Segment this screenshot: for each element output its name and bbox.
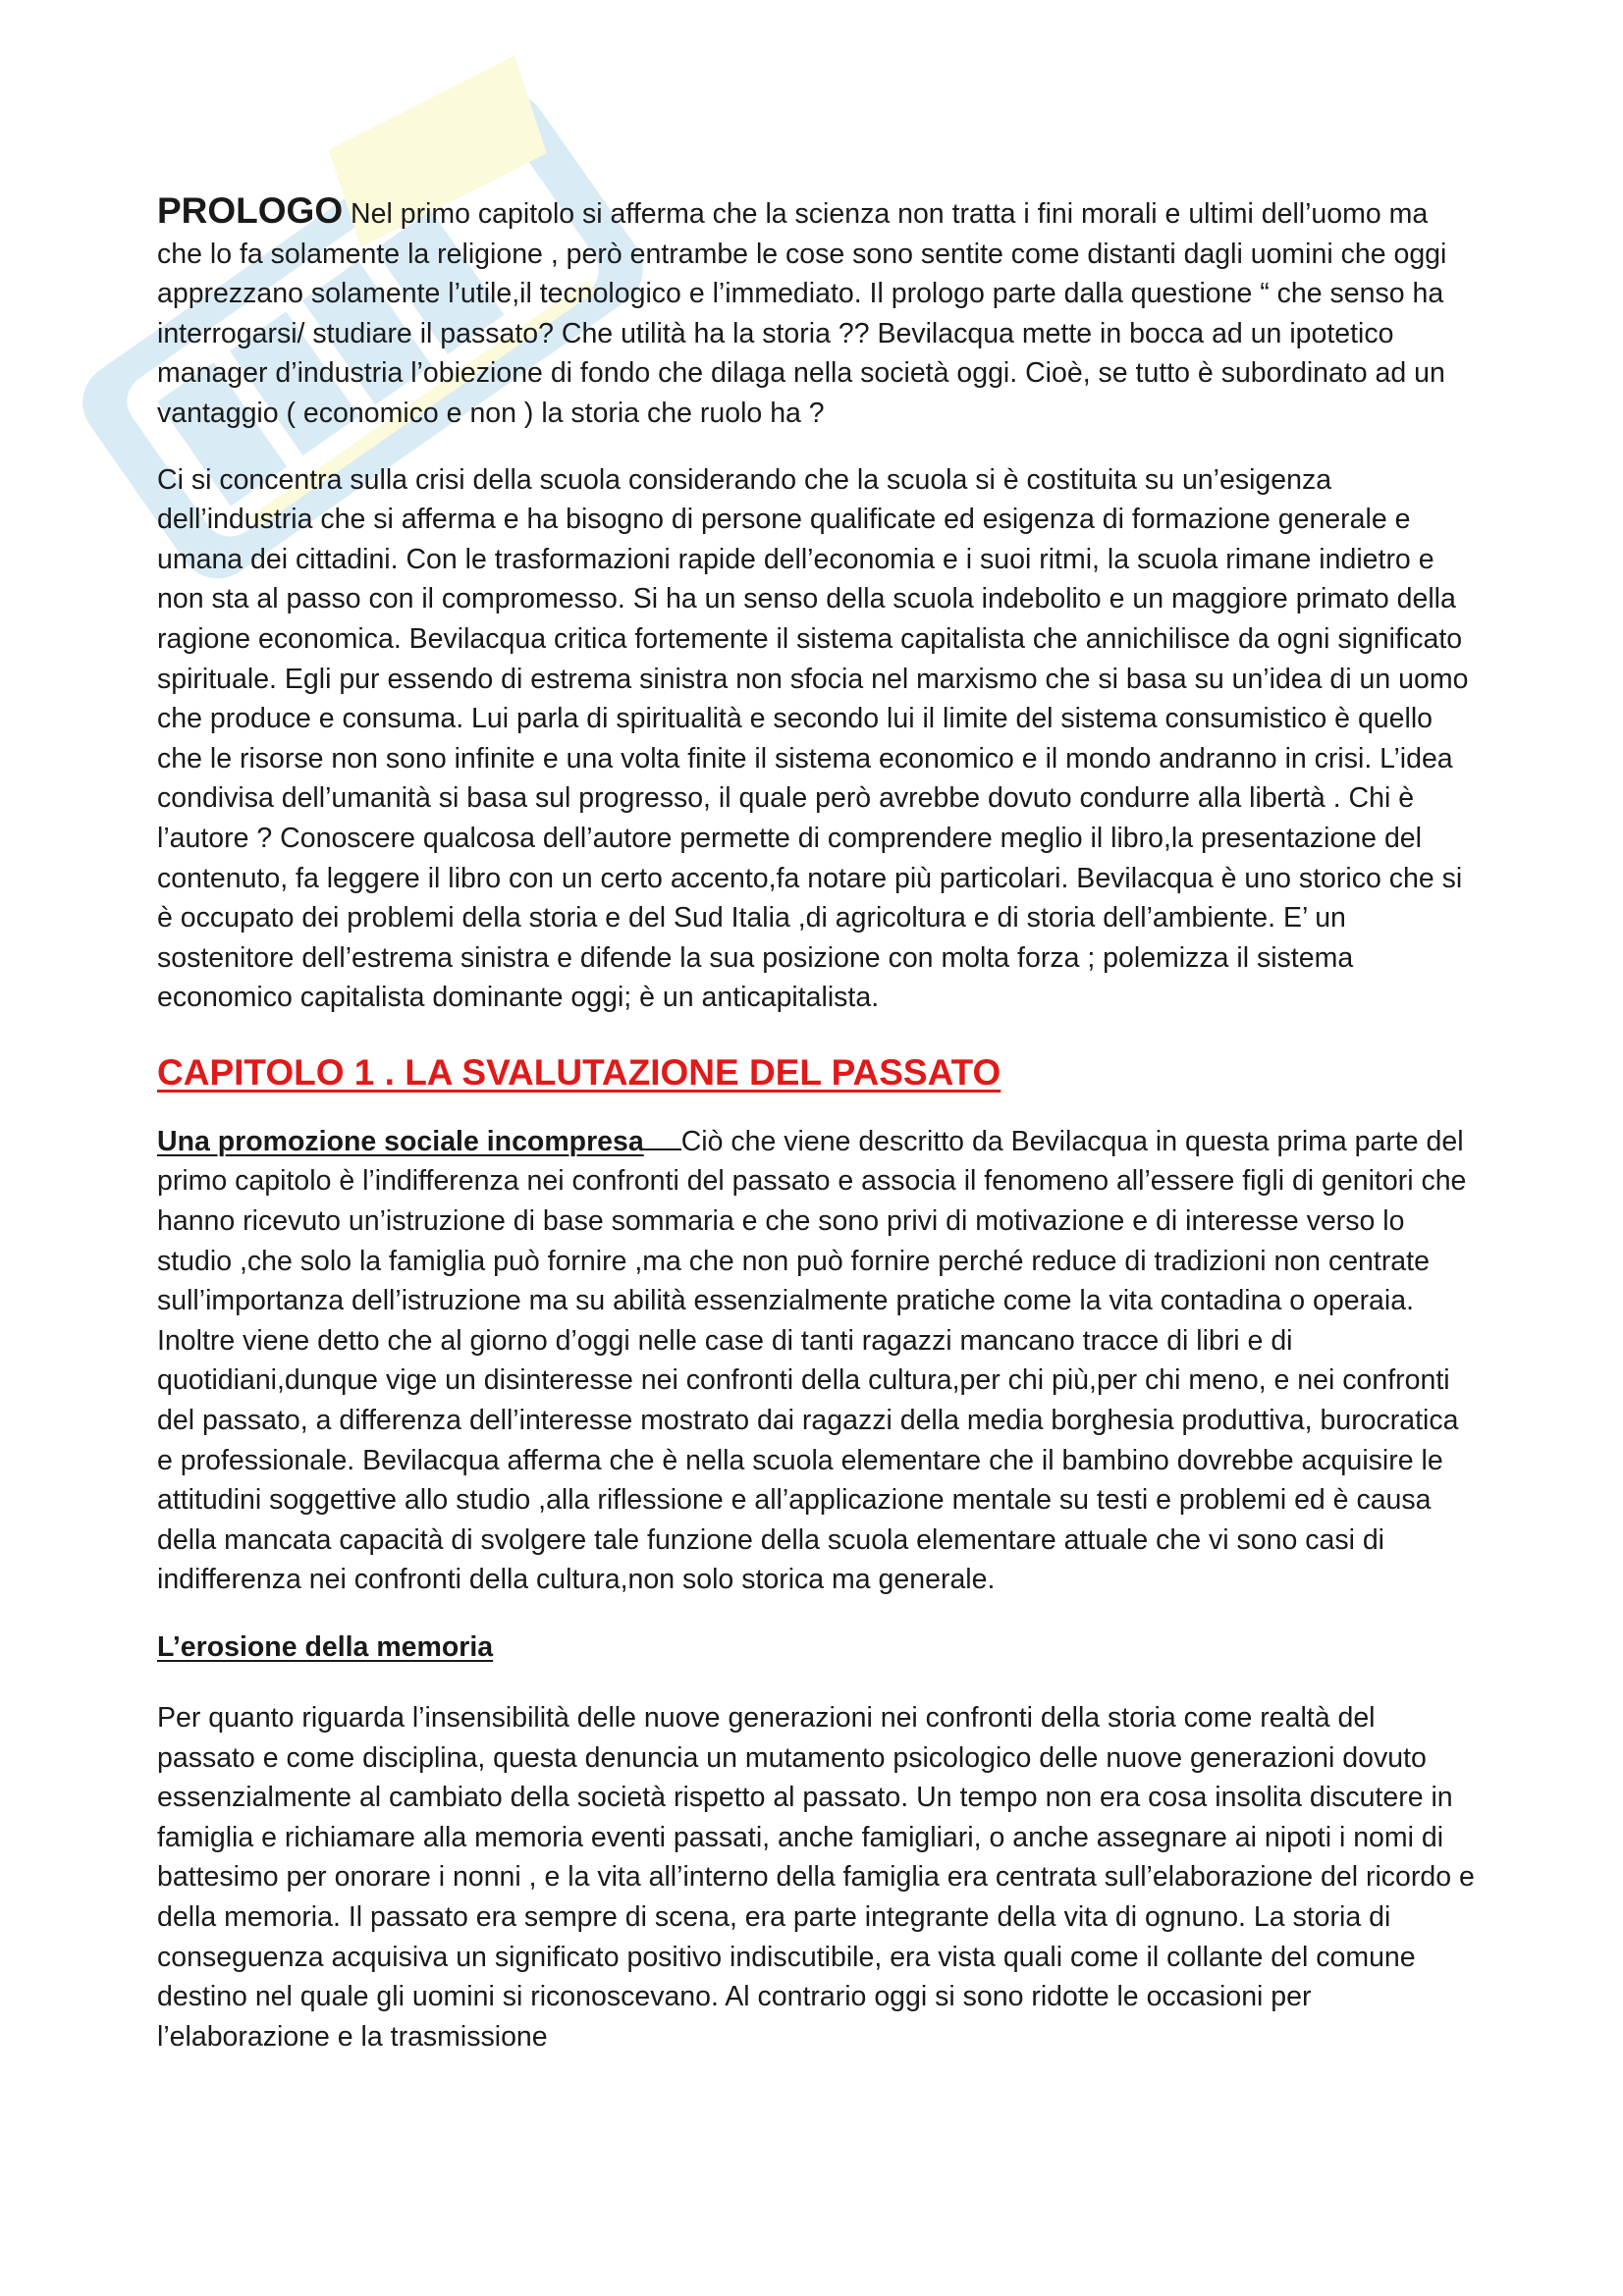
section-heading-erosione: L’erosione della memoria	[157, 1631, 494, 1663]
prologo-title: PROLOGO	[157, 190, 344, 231]
section-heading-promozione: Una promozione sociale incompresa	[157, 1125, 644, 1157]
document-page	[157, 191, 1478, 2056]
prologo-text: Nel primo capitolo si afferma che la scienza non tratta i fini morali e ultimi dell’uomo ma che lo fa solamente la religione , però entrambe le cose sono sentite come distanti dagli uomini che oggi apprezzano solamente l’utile,il tecnologico e l’immediato. Il prologo parte dalla questione “ che senso ha interrogarsi/ studiare il passato? Che utilità ha la storia ?? Bevilacqua mette in bocca ad un ipotetico manager d’industria l’obiezione di fondo che dilaga nella società oggi. Cioè, se tutto è subordinato ad un vantaggio ( economico e non ) la storia che ruolo ha ?	[157, 198, 1447, 429]
section-erosione-paragraph: Per quanto riguarda l’insensibilità delle nuove generazioni nei confronti della storia come realtà del passato e come disciplina, questa denuncia un mutamento psicologico delle nuove generazioni dovuto essenzialmente al cambiato della società rispetto al passato. Un tempo non era cosa insolita discutere in famiglia e richiamare alla memoria eventi passati, anche famigliari, o anche assegnare ai nipoti i nomi di battesimo per onorare i nonni , e la vita all’interno della famiglia era centrata sull’elaborazione del ricordo e della memoria. Il passato era sempre di scena, era parte integrante della vita di ognuno. La storia di conseguenza acquisiva un significato positivo indiscutibile, era vista quali come il collante del comune destino nel quale gli uomini si riconoscevano. Al contrario oggi si sono ridotte le occasioni per l’elaborazione e la trasmissione	[157, 1702, 1475, 2053]
chapter-heading: CAPITOLO 1 . LA SVALUTAZIONE DEL PASSATO	[157, 1051, 1001, 1093]
crisi-paragraph: Ci si concentra sulla crisi della scuola considerando che la scuola si è costituita su un’esigenza dell’industria che si afferma e ha bisogno di persone qualificate ed esigenza di formazione generale e umana dei cittadini. Con le trasformazioni rapide dell’economia e i suoi ritmi, la scuola rimane indietro e non sta al passo con il compromesso. Si ha un senso della scuola indebolito e un maggiore primato della ragione economica. Bevilacqua critica fortemente il sistema capitalista che annichilisce da ogni significato spirituale. Egli pur essendo di estrema sinistra non sfocia nel marxismo che si basa su un’idea di un uomo che produce e consuma. Lui parla di spiritualità e secondo lui il limite del sistema consumistico è quello che le risorse non sono infinite e una volta finite il sistema economico e il mondo andranno in crisi. L’idea condivisa dell’umanità si basa sul progresso, il quale però avrebbe dovuto condurre alla libertà . Chi è l’autore ? Conoscere qualcosa dell’autore permette di comprendere meglio il libro,la presentazione del contenuto, fa leggere il libro con un certo accento,fa notare più particolari. Bevilacqua è uno storico che si è occupato dei problemi della storia e del Sud Italia ,di agricoltura e di storia dell’ambiente. E’ un sostenitore dell’estrema sinistra e difende la sua posizione con molta forza ; polemizza il sistema economico capitalista dominante oggi; è un anticapitalista.	[157, 463, 1469, 1014]
heading-underline-gap	[644, 1123, 681, 1150]
section-promozione-text: Ciò che viene descritto da Bevilacqua in questa prima parte del primo capitolo è l’indifferenza nei confronti del passato e associa il fenomeno all’essere figli di genitori che hanno ricevuto un’istruzione di base sommaria e che sono privi di motivazione e di interesse verso lo studio ,che solo la famiglia può fornire ,ma che non può fornire perché reduce di tradizioni non centrate sull’importanza dell’istruzione ma su abilità essenzialmente pratiche come la vita contadina o operaia. Inoltre viene detto che al giorno d’oggi nelle case di tanti ragazzi mancano tracce di libri e di quotidiani,dunque vige un disinteresse nei confronti della cultura,per chi più,per chi meno, e nei confronti del passato, a differenza dell’interesse mostrato dai ragazzi della media borghesia produttiva, burocratica e professionale. Bevilacqua afferma che è nella scuola elementare che il bambino dovrebbe acquisire le attitudini soggettive allo studio ,alla riflessione e all’applicazione mentale su testi e problemi ed è causa della mancata capacità di svolgere tale funzione della scuola elementare attuale che vi sono casi di indifferenza nei confronti della cultura,non solo storica ma generale.	[157, 1125, 1467, 1596]
prologo-paragraph	[157, 191, 1478, 434]
section-promozione-paragraph	[157, 1122, 1478, 1600]
